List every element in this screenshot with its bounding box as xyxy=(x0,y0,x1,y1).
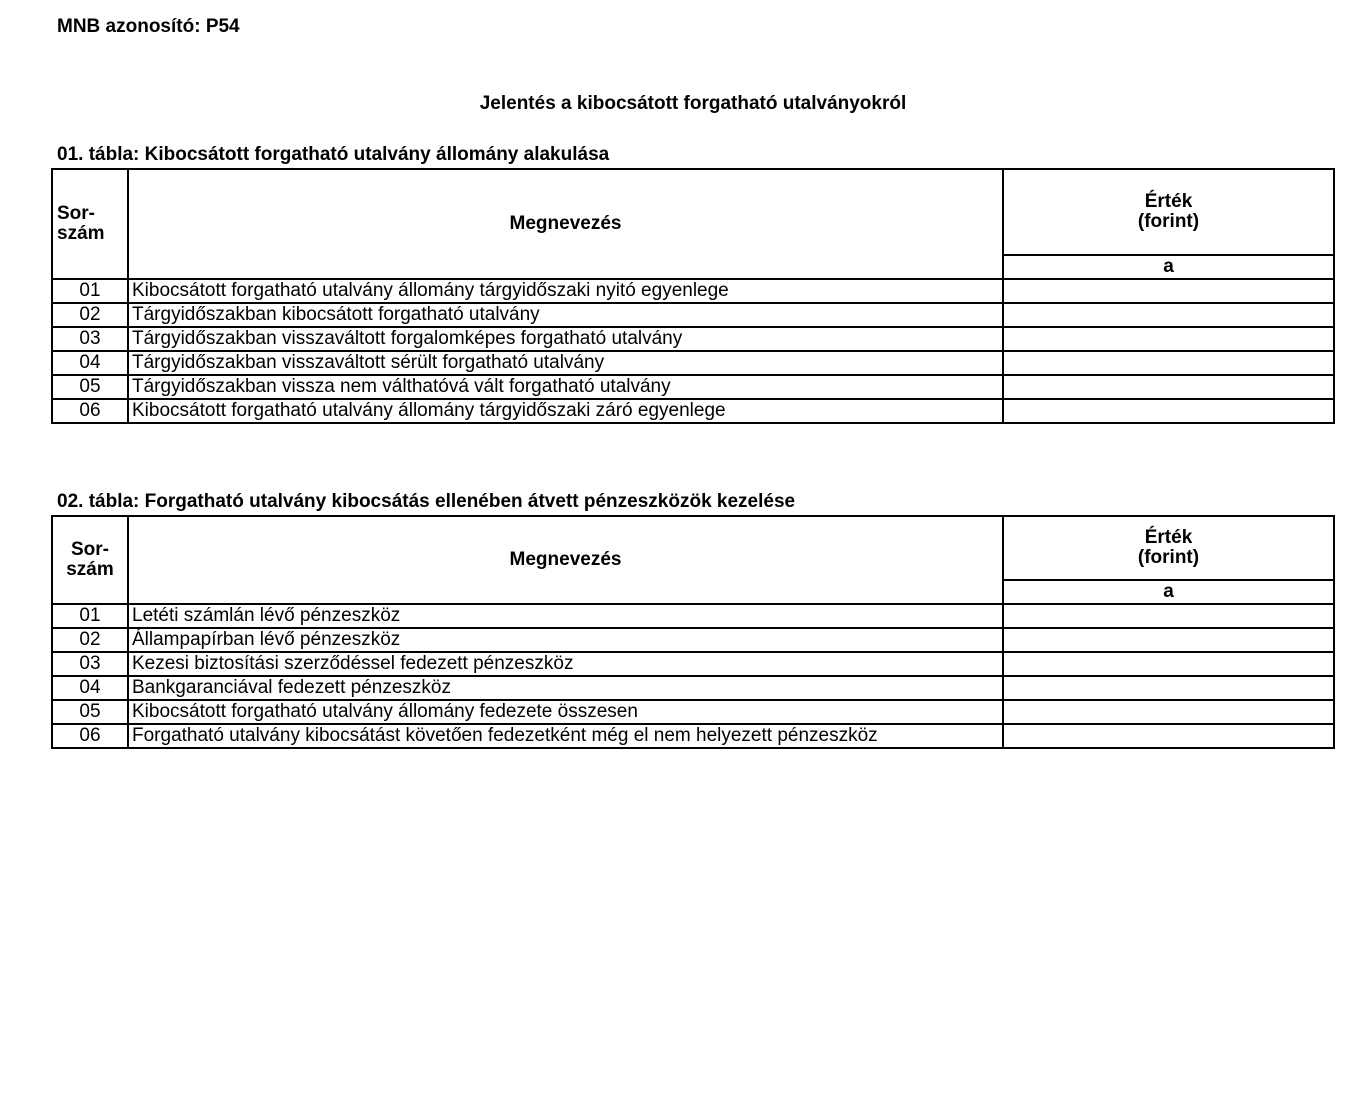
table-row xyxy=(52,375,1334,399)
table-row xyxy=(52,327,1334,351)
ertek-line2: (forint) xyxy=(1137,547,1200,568)
table2-col-ertek-code: a xyxy=(1003,580,1334,604)
row-value-cell[interactable] xyxy=(1003,604,1334,628)
ertek-line2: (forint) xyxy=(1137,211,1200,232)
row-code: 03 xyxy=(52,327,128,351)
mnb-identifier: MNB azonosító: P54 xyxy=(57,16,240,37)
table2-title: 02. tábla: Forgatható utalvány kibocsátás ellenében átvett pénzeszközök kezelése xyxy=(57,491,796,512)
table-row xyxy=(52,399,1334,423)
row-label: Bankgaranciával fedezett pénzeszköz xyxy=(128,676,1003,700)
row-code: 06 xyxy=(52,724,128,748)
row-label: Állampapírban lévő pénzeszköz xyxy=(128,628,1003,652)
row-label: Kibocsátott forgatható utalvány állomány fedezete összesen xyxy=(128,700,1003,724)
table1-body xyxy=(52,279,1334,423)
row-value-cell[interactable] xyxy=(1003,399,1334,423)
row-code: 06 xyxy=(52,399,128,423)
report-title: Jelentés a kibocsátott forgatható utalványokról xyxy=(479,93,907,114)
table-row xyxy=(52,604,1334,628)
row-value-cell[interactable] xyxy=(1003,724,1334,748)
table-row xyxy=(52,652,1334,676)
sorszam-line2: szám xyxy=(57,223,105,244)
sorszam-line1: Sor- xyxy=(71,539,109,560)
row-label: Forgatható utalvány kibocsátást követően fedezetként még el nem helyezett pénzeszköz xyxy=(128,724,1003,748)
row-value-cell[interactable] xyxy=(1003,303,1334,327)
table2-body xyxy=(52,604,1334,748)
row-value-cell[interactable] xyxy=(1003,327,1334,351)
table1-col-megnevezes-header: Megnevezés xyxy=(128,169,1003,279)
row-code: 04 xyxy=(52,676,128,700)
row-code: 04 xyxy=(52,351,128,375)
table2-col-ertek-header xyxy=(1003,516,1334,580)
row-value-cell[interactable] xyxy=(1003,700,1334,724)
table2-col-sorszam-header xyxy=(52,516,128,604)
ertek-line1: Érték xyxy=(1144,191,1193,212)
table-row xyxy=(52,700,1334,724)
row-code: 02 xyxy=(52,303,128,327)
row-value-cell[interactable] xyxy=(1003,375,1334,399)
row-label: Kibocsátott forgatható utalvány állomány tárgyidőszaki záró egyenlege xyxy=(128,399,1003,423)
row-label: Kibocsátott forgatható utalvány állomány tárgyidőszaki nyitó egyenlege xyxy=(128,279,1003,303)
table2-header-row xyxy=(52,516,1334,580)
row-value-cell[interactable] xyxy=(1003,676,1334,700)
table1-title: 01. tábla: Kibocsátott forgatható utalvány állomány alakulása xyxy=(57,144,610,165)
row-code: 01 xyxy=(52,279,128,303)
row-code: 05 xyxy=(52,375,128,399)
row-value-cell[interactable] xyxy=(1003,279,1334,303)
row-label: Kezesi biztosítási szerződéssel fedezett pénzeszköz xyxy=(128,652,1003,676)
row-label: Tárgyidőszakban vissza nem válthatóvá vált forgatható utalvány xyxy=(128,375,1003,399)
table1-col-sorszam-header xyxy=(52,169,128,279)
row-label: Tárgyidőszakban visszaváltott forgalomképes forgatható utalvány xyxy=(128,327,1003,351)
row-value-cell[interactable] xyxy=(1003,652,1334,676)
table-row xyxy=(52,676,1334,700)
table-row xyxy=(52,724,1334,748)
row-code: 03 xyxy=(52,652,128,676)
row-value-cell[interactable] xyxy=(1003,351,1334,375)
row-label: Letéti számlán lévő pénzeszköz xyxy=(128,604,1003,628)
table-row xyxy=(52,628,1334,652)
row-code: 02 xyxy=(52,628,128,652)
row-label: Tárgyidőszakban visszaváltott sérült forgatható utalvány xyxy=(128,351,1003,375)
sorszam-line1: Sor- xyxy=(57,203,95,224)
table-row xyxy=(52,303,1334,327)
table2 xyxy=(51,515,1335,749)
sorszam-line2: szám xyxy=(66,559,114,580)
table1-header-row xyxy=(52,169,1334,255)
table-row xyxy=(52,351,1334,375)
row-code: 05 xyxy=(52,700,128,724)
row-label: Tárgyidőszakban kibocsátott forgatható utalvány xyxy=(128,303,1003,327)
row-code: 01 xyxy=(52,604,128,628)
table1 xyxy=(51,168,1335,424)
table1-col-ertek-header xyxy=(1003,169,1334,255)
row-value-cell[interactable] xyxy=(1003,628,1334,652)
ertek-line1: Érték xyxy=(1144,527,1193,548)
table-row xyxy=(52,279,1334,303)
table1-col-ertek-code: a xyxy=(1003,255,1334,279)
table2-col-megnevezes-header: Megnevezés xyxy=(128,516,1003,604)
